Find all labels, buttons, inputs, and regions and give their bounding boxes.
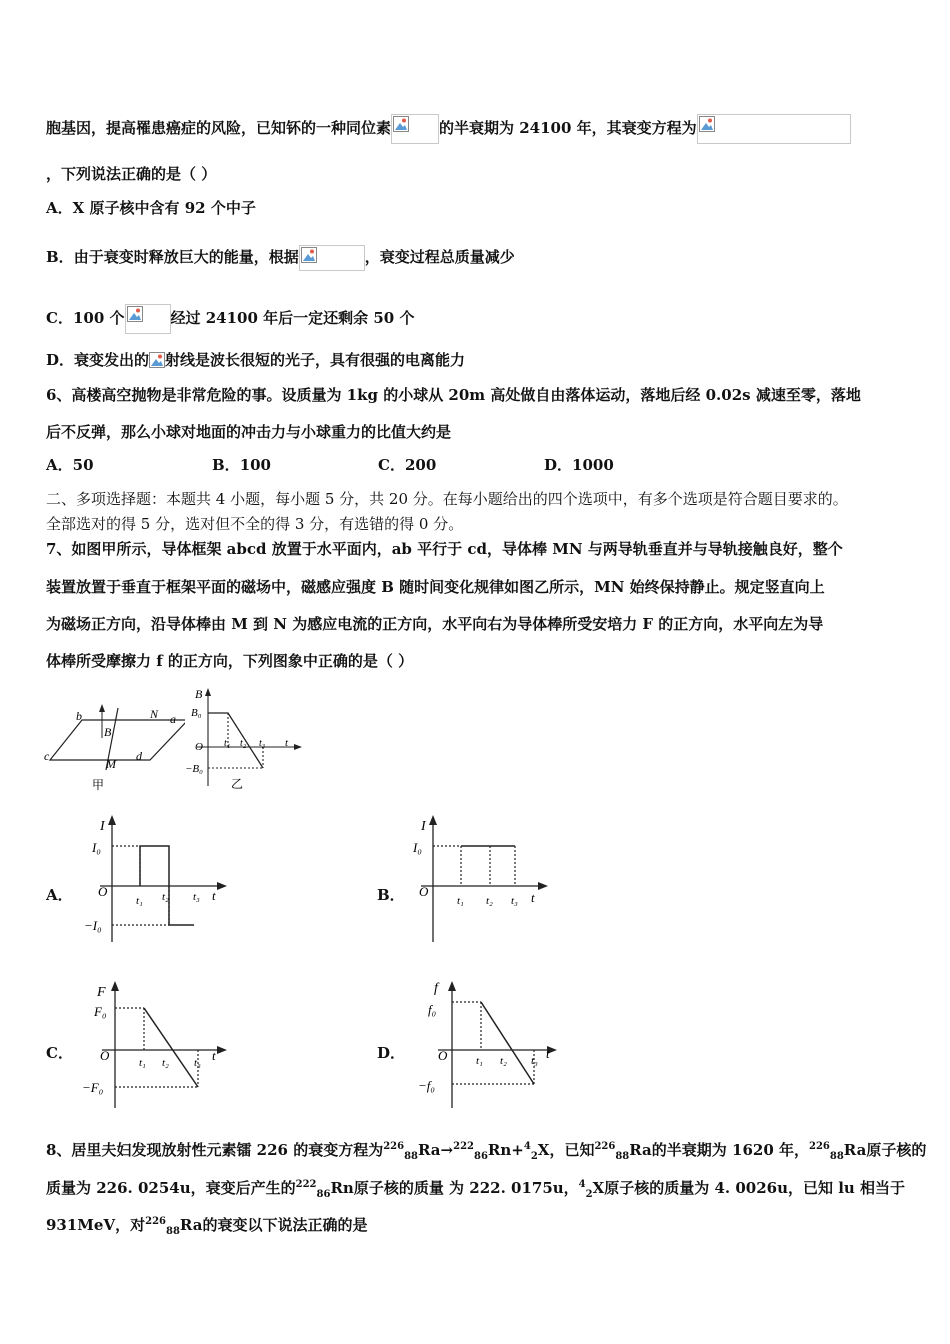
q8-text: 的半衰期为 1620 年， [651,1141,809,1159]
q5-option-c [46,304,414,334]
plutonium-isotope-image [391,114,439,144]
option-text: 100 [239,456,271,474]
broken-image-icon [699,116,715,132]
q7-line2: 装置放置于垂直于框架平面的磁场中，磁感应强度 B 随时间变化规律如图乙所示，MN 始终保持静止。规定竖直向上 [46,578,825,596]
t-label: t [546,1046,550,1061]
option-label: C． [378,456,405,474]
label-t1: t₁ [224,738,231,749]
ra-isotope: $^{226}_{88}$Ra [594,1141,652,1162]
option-text: 200 [404,456,437,474]
t1-label: t₁ [457,895,464,907]
t1-label: t₁ [136,895,143,907]
origin-label: O [419,884,429,899]
origin-label: O [438,1048,448,1063]
q7-line1: 7、如图甲所示，导体框架 abcd 放置于水平面内，ab 平行于 cd，导体棒 MN 与两导轨垂直并与导轨接触良好，整个 [46,540,843,558]
nucleus-image [125,304,171,334]
option-label: A． [46,456,73,474]
q6-option-a [46,455,94,475]
option-label: B． [212,456,240,474]
q8-text: 931MeV，对 [46,1216,146,1234]
y0-label: I₀ [413,840,422,855]
b-curve [208,713,263,768]
q5-intro-line [46,114,851,144]
x-particle: $^4_2$X [578,1179,605,1200]
y-label: I [421,819,426,834]
q5-option-a [46,198,256,218]
choice-d-label[interactable]: D． [377,1044,406,1062]
graph-b[interactable] [403,812,553,947]
option-text: X 原子核中含有 92 个中子 [72,199,256,217]
label-b: b [76,709,82,723]
decay-equation-image [697,114,851,144]
caption-jia: 甲 [92,778,105,792]
figure-yi [185,686,305,796]
t3-label: t₃ [511,895,518,907]
label-b: B [195,687,203,701]
t3-label: t₃ [193,891,200,903]
friction-line [481,1002,534,1084]
q6-option-c [378,455,436,475]
t3-label: t₃ [531,1055,538,1067]
broken-image-icon [301,247,317,263]
t2-label: t₂ [162,891,169,903]
q8-text: 原子核的质量为 4. 0026u，已知 lu 相当于 [604,1179,906,1197]
figure-jia [40,690,185,795]
t-label: t [212,888,216,903]
q6-option-d [544,455,614,475]
q8-text: 的衰变以下说法正确的是 [202,1216,368,1234]
section2-line1: 二、多项选择题：本题共 4 小题，每小题 5 分，共 20 分。在每小题给出的四个选项中，有多个选项是符合题目要求的。 [46,490,848,508]
arrow: → [440,1141,454,1159]
option-label: B． [46,248,74,266]
q6-line1: 6、高楼高空抛物是非常危险的事。设质量为 1kg 的小球从 20m 高处做自由落体运动，落地后经 0.02s 减速至零，落地 [46,386,861,404]
broken-image-icon [393,116,409,132]
b-field-arrow [99,704,105,712]
label-n: N [150,707,159,721]
y-label: I [100,819,105,834]
t1-label: t₁ [139,1057,146,1069]
choice-c-label[interactable]: C． [46,1044,73,1062]
gamma-symbol-image [149,352,165,370]
q7-line4: 体棒所受摩擦力 f 的正方向，下列图象中正确的是（ ） [46,652,414,670]
option-text: 由于衰变时释放巨大的能量，根据 [73,248,299,266]
rn-isotope: $^{222}_{86}$Rn [453,1141,512,1162]
y0-label: F₀ [94,1004,107,1019]
y-label: f [434,981,438,996]
label-t3: t₃ [259,738,266,749]
q8-line2 [46,1175,905,1205]
label-d: d [136,749,142,763]
t2-label: t₂ [162,1057,169,1069]
option-text: ，衰变过程总质量减少 [364,248,515,266]
q8-text: ，已知 [549,1141,595,1159]
mass-energy-formula-image [299,245,365,271]
option-label: A． [46,199,73,217]
label-t: t [285,737,289,749]
rn-isotope: $^{222}_{86}$Rn [295,1179,354,1200]
choice-b-label[interactable]: B． [377,886,405,904]
label-t2: t₂ [240,738,247,749]
option-text: 衰变发出的 [74,351,150,369]
t2-label: t₂ [486,895,493,907]
caption-yi: 乙 [231,777,244,791]
label-neg-b0: −B₀ [185,763,203,775]
option-text: 经过 24100 年后一定还剩余 50 个 [170,309,415,327]
ra-isotope: $^{226}_{88}$Ra [383,1141,441,1162]
broken-image-icon [127,306,143,322]
q8-text: 原子核的 [866,1141,927,1159]
t-label: t [531,890,535,905]
label-c: c [44,749,50,763]
graph-a[interactable] [82,812,232,947]
option-label: C． [46,309,73,327]
q5-option-d [46,350,465,370]
option-label: D． [544,456,573,474]
frame-abcd [50,720,185,760]
label-b0: B₀ [191,707,202,719]
y0-label: f₀ [428,1002,437,1017]
graph-d[interactable] [412,978,562,1113]
option-text: 射线是波长很短的光子，具有很强的电离能力 [165,351,466,369]
t1-label: t₁ [476,1055,483,1067]
option-text: 1000 [572,456,614,474]
q8-text: 质量为 226. 0254u，衰变后产生的 [46,1179,296,1197]
t3-label: t₃ [194,1057,201,1069]
label-o: O [195,741,203,753]
plus: + [511,1141,524,1159]
q5-intro-b: 的半衰期为 24100 年，其衰变方程为 [439,119,697,137]
choice-a-label[interactable]: A． [46,886,73,904]
origin-label: O [98,884,108,899]
broken-image-icon [149,352,165,368]
neg-y0-label: −F₀ [82,1080,104,1095]
label-m: M [106,757,116,771]
x-particle: $^4_2$X [523,1141,550,1162]
q8-text: 原子核的质量 为 222. 0175u， [353,1179,579,1197]
q8-text: 8、居里夫妇发现放射性元素镭 226 的衰变方程为 [46,1141,384,1159]
section2-line2: 全部选对的得 5 分，选对但不全的得 3 分，有选错的得 0 分。 [46,515,464,533]
q5-option-b [46,245,515,271]
option-label: D． [46,351,75,369]
q5-intro-a: 胞基因，提高罹患癌症的风险，已知钚的一种同位素 [46,119,392,137]
q6-line2: 后不反弹，那么小球对地面的冲击力与小球重力的比值大约是 [46,423,452,441]
graph-c[interactable] [82,978,232,1113]
t-label: t [212,1048,216,1063]
label-a: a [170,712,176,726]
t2-label: t₂ [500,1055,507,1067]
y0-label: I₀ [92,840,101,855]
neg-y0-label: −f₀ [418,1078,435,1093]
option-text: 50 [72,456,94,474]
ra-isotope: $^{226}_{88}$Ra [145,1216,203,1237]
ra-isotope: $^{226}_{88}$Ra [808,1141,867,1162]
q8-line1 [46,1137,926,1167]
y-label: F [97,985,106,1000]
q8-line3 [46,1212,367,1242]
force-line [144,1008,198,1087]
q6-option-b [212,455,271,475]
label-field-b: B [104,725,112,739]
neg-y0-label: −I₀ [84,918,102,933]
q7-line3: 为磁场正方向，沿导体棒由 M 到 N 为感应电流的正方向，水平向右为导体棒所受安培力 F 的正方向，水平向左为导 [46,615,824,633]
option-text: 100 个 [72,309,125,327]
origin-label: O [100,1048,110,1063]
q5-intro-c: ，下列说法正确的是（ ） [46,165,217,183]
